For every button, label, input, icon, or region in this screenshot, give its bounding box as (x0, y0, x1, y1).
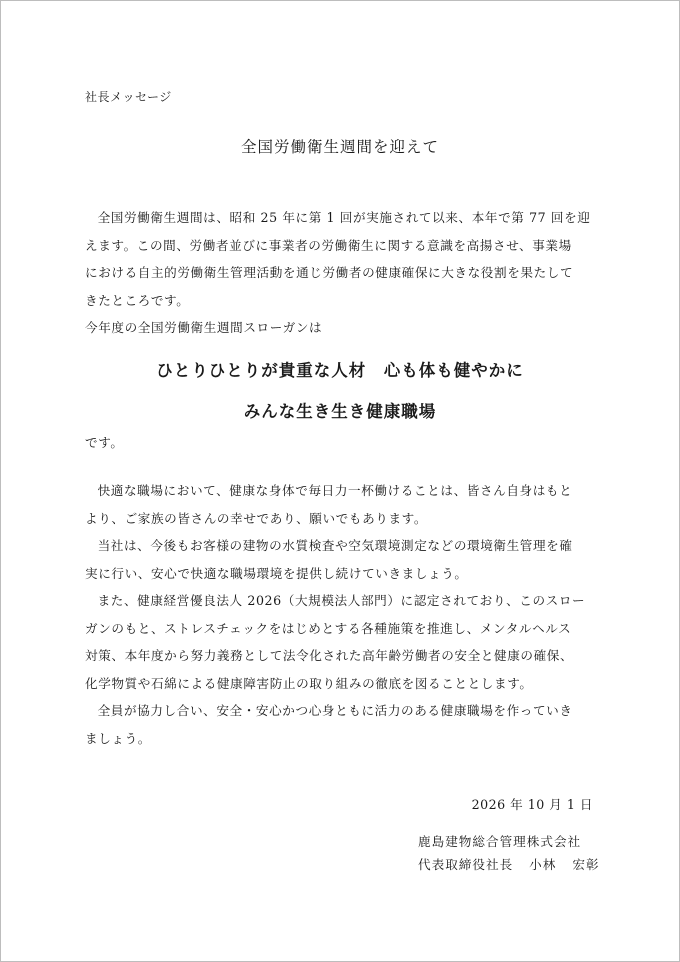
signature-line (418, 854, 600, 873)
body-line: 化学物質や石綿による健康障害防止の取り組みの徹底を図ることとします。 (85, 675, 533, 691)
signer-given-name: 宏彰 (572, 857, 600, 872)
slogan-intro-text: 今年度の全国労働衛生週間スローガンは (85, 320, 323, 335)
slogan-line-1: ひとりひとりが貴重な人材 心も体も健やかに (156, 361, 524, 380)
document-heading: 社長メッセージ (85, 90, 172, 104)
document-title: 全国労働衛生週間を迎えて (240, 138, 439, 156)
intro-line: えます。この間、労働者並びに事業者の労働衛生に関する意識を高揚させ、事業場 (85, 237, 572, 253)
body-line: より、ご家族の皆さんの幸せであり、願いでもあります。 (85, 510, 428, 526)
intro-line: きたところです。 (85, 292, 190, 308)
body-line: また、健康経営優良法人 2026（大規模法人部門）に認定されており、このスロー (97, 593, 586, 608)
signer-family-name: 小林 (529, 857, 557, 872)
desu-text: です。 (85, 435, 124, 450)
signer-title: 代表取締役社長 (418, 857, 514, 872)
slogan-line-2: みんな生き生き健康職場 (243, 402, 437, 421)
intro-line: 全国労働衛生週間は、昭和 25 年に第 1 回が実施されて以来、本年で第 77 回を迎 (97, 210, 591, 225)
body-line: ガンのもと、ストレスチェックをはじめとする各種施策を推進し、メンタルヘルス (85, 620, 572, 636)
body-line: ましょう。 (85, 730, 151, 746)
intro-paragraph (85, 204, 605, 314)
body-paragraph-1 (85, 477, 605, 752)
body-line: 当社は、今後もお客様の建物の水質検査や空気環境測定などの環境衛生管理を確 (97, 538, 573, 553)
slogan-intro (85, 314, 605, 342)
body-line: 快適な職場において、健康な身体で毎日力一杯働けることは、皆さん自身はもと (97, 483, 573, 498)
body-line: 対策、本年度から努力義務として法令化された高年齢労働者の安全と健康の確保、 (85, 648, 574, 663)
body-line: 実に行い、安心で快適な職場環境を提供し続けていきましょう。 (85, 565, 468, 581)
desu-paragraph (85, 429, 605, 457)
body-line: 全員が協力し合い、安全・安心かつ心身ともに活力のある健康職場を作っていき (97, 703, 573, 718)
document-date: 2026 年 10 月 1 日 (471, 797, 593, 812)
company-name: 鹿島建物総合管理株式会社 (418, 834, 582, 849)
intro-line: における自主的労働衛生管理活動を通じ労働者の健康確保に大きな役割を果たして (85, 265, 574, 280)
